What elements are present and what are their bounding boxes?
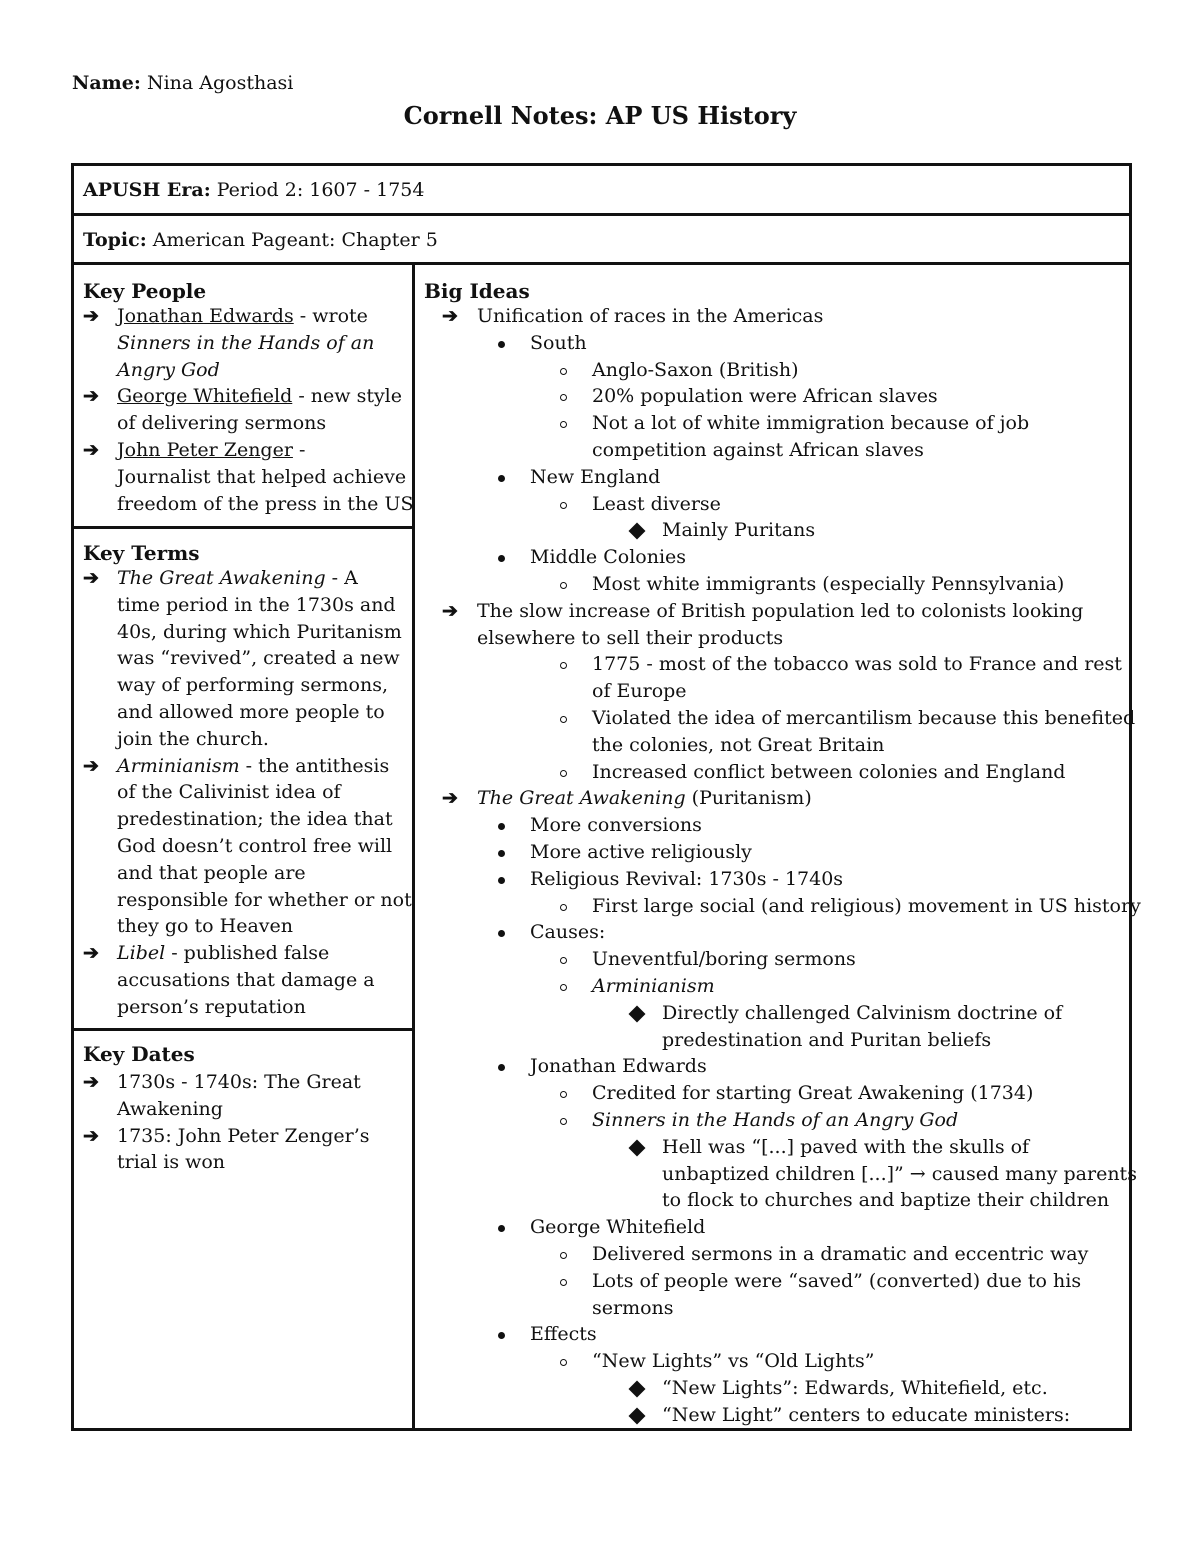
- big-idea-text: 1775 - most of the tobacco was sold to France and rest: [592, 653, 1122, 676]
- arrow-icon: ➔: [83, 942, 99, 965]
- key-term-name: Libel: [117, 942, 166, 965]
- key-person-desc: - new style: [292, 385, 403, 408]
- big-idea-line: [662, 1027, 991, 1054]
- circle-bullet-icon: [560, 368, 567, 375]
- sermon-title: Angry God: [117, 358, 220, 381]
- big-idea-text: competition against African slaves: [592, 439, 924, 461]
- cornell-notes-table: [71, 163, 1141, 1431]
- arrow-icon: ➔: [442, 787, 458, 810]
- big-idea-line: [530, 812, 702, 839]
- big-idea-italic: Arminianism: [592, 975, 715, 997]
- big-idea-line: [530, 1053, 707, 1080]
- circle-bullet-icon: [560, 1252, 567, 1259]
- sermon-title: Sinners in the Hands of an: [117, 331, 375, 354]
- big-idea-text: Effects: [530, 1323, 597, 1346]
- big-idea-text: unbaptized children [...]” → caused many parents: [662, 1162, 1137, 1185]
- disc-bullet-icon: [498, 877, 505, 884]
- topic-value: American Pageant: Chapter 5: [152, 229, 438, 251]
- big-idea-text: Mainly Puritans: [662, 519, 816, 542]
- circle-bullet-icon: [560, 770, 567, 777]
- diamond-bullet-icon: [629, 523, 646, 540]
- big-idea-text: Anglo-Saxon (British): [592, 358, 799, 381]
- key-people-section: [74, 265, 412, 529]
- big-idea-line: [530, 839, 752, 866]
- key-term-definition-line: [117, 779, 341, 806]
- big-idea-text: predestination and Puritan beliefs: [662, 1028, 992, 1051]
- big-idea-text: Religious Revival: 1730s - 1740s: [530, 867, 844, 890]
- big-idea-text: Not a lot of white immigration because of job: [592, 412, 1030, 435]
- big-idea-line: [592, 1241, 1088, 1268]
- big-idea-text: Increased conflict between colonies and England: [592, 760, 1066, 783]
- key-term-entry: [117, 940, 329, 967]
- disc-bullet-icon: [498, 1225, 505, 1232]
- key-term-definition-line: [117, 860, 306, 887]
- disc-bullet-icon: [498, 930, 505, 937]
- big-idea-line: [662, 1134, 1029, 1161]
- big-idea-text: More conversions: [530, 814, 702, 837]
- big-idea-text: Unification of races in the Americas: [477, 305, 824, 327]
- circle-bullet-icon: [560, 502, 567, 509]
- circle-bullet-icon: [560, 394, 567, 401]
- big-idea-line: [592, 1348, 874, 1375]
- big-idea-line: [592, 571, 1064, 598]
- big-idea-line: [530, 330, 587, 357]
- circle-bullet-icon: [560, 904, 567, 911]
- big-idea-line: [592, 946, 856, 973]
- big-idea-line: [592, 1268, 1081, 1295]
- key-person-name: John Peter Zenger: [117, 439, 293, 461]
- key-date-line: [117, 1149, 225, 1176]
- key-term-definition-line: [117, 726, 269, 753]
- key-term-definition-line: [117, 913, 293, 940]
- key-term-definition-line: [117, 619, 402, 646]
- key-date-text: trial is won: [117, 1151, 226, 1174]
- arrow-icon: ➔: [442, 599, 458, 622]
- big-idea-text: to flock to churches and baptize their children: [662, 1189, 1110, 1212]
- key-dates-heading: Key Dates: [83, 1042, 195, 1066]
- key-date-text: Awakening: [117, 1097, 223, 1120]
- big-idea-line: [662, 1402, 1070, 1429]
- key-term-definition-line: [117, 887, 412, 914]
- key-people-heading: Key People: [83, 279, 207, 303]
- big-idea-line: [477, 785, 812, 812]
- big-ideas-section: [415, 265, 1141, 1428]
- disc-bullet-icon: [498, 823, 505, 830]
- arrow-icon: ➔: [83, 305, 99, 327]
- big-idea-line: [530, 866, 843, 893]
- big-idea-line: [530, 544, 686, 571]
- disc-bullet-icon: [498, 475, 505, 482]
- name-value: Nina Agosthasi: [146, 72, 294, 94]
- diamond-bullet-icon: [629, 1005, 646, 1022]
- big-idea-line: [592, 705, 1135, 732]
- big-idea-line: [592, 732, 884, 759]
- big-idea-text: South: [530, 331, 587, 354]
- era-label: APUSH Era:: [83, 179, 211, 201]
- big-idea-line: [530, 464, 660, 491]
- key-term-definition: of the Calivinist idea of: [117, 781, 341, 804]
- disc-bullet-icon: [498, 850, 505, 857]
- key-person-entry: [117, 303, 368, 330]
- big-idea-text: sermons: [592, 1296, 674, 1319]
- big-idea-text: “New Light” centers to educate ministers:: [662, 1403, 1071, 1426]
- key-term-definition: they go to Heaven: [117, 915, 294, 938]
- key-person-desc: -: [292, 439, 306, 461]
- key-terms-section: [74, 529, 412, 1031]
- key-term-definition-line: [117, 967, 375, 994]
- big-idea-line: [592, 1080, 1033, 1107]
- key-term-definition: predestination; the idea that: [117, 808, 393, 831]
- key-term-definition: join the church.: [117, 727, 269, 750]
- arrow-icon: ➔: [83, 439, 99, 461]
- big-idea-line: [662, 517, 815, 544]
- big-ideas-heading: Big Ideas: [424, 279, 530, 303]
- big-idea-text: Uneventful/boring sermons: [592, 948, 856, 971]
- key-term-definition: - A: [325, 567, 358, 589]
- big-idea-text: (Puritanism): [685, 787, 812, 810]
- key-date-line: [117, 1123, 370, 1150]
- big-idea-text: of Europe: [592, 680, 687, 703]
- big-idea-text: The slow increase of British population led to colonists looking: [477, 599, 1084, 622]
- disc-bullet-icon: [498, 1332, 505, 1339]
- key-term-definition: accusations that damage a: [117, 969, 375, 991]
- big-idea-line: [662, 1187, 1109, 1214]
- big-idea-line: [592, 410, 1029, 437]
- circle-bullet-icon: [560, 662, 567, 669]
- key-person-entry: [117, 437, 305, 464]
- key-term-definition: - published false: [165, 942, 330, 965]
- circle-bullet-icon: [560, 1091, 567, 1098]
- key-term-definition: and that people are: [117, 861, 306, 884]
- topic-row: [74, 216, 1129, 265]
- era-row: [74, 166, 1129, 216]
- key-term-entry: [117, 753, 389, 780]
- key-term-definition-line: [117, 806, 393, 833]
- big-idea-line: [530, 1214, 705, 1241]
- big-idea-text: Credited for starting Great Awakening (1734): [592, 1082, 1034, 1105]
- key-date-line: [117, 1096, 223, 1123]
- big-idea-line: [592, 383, 938, 410]
- key-date-text: 1730s - 1740s: The Great: [117, 1071, 361, 1093]
- key-term-entry: [117, 565, 358, 592]
- big-idea-text: More active religiously: [530, 841, 752, 863]
- key-person-name: George Whitefield: [117, 385, 293, 408]
- big-idea-text: New England: [530, 465, 661, 488]
- big-idea-line: [592, 759, 1065, 786]
- key-person-desc-line: [117, 491, 414, 518]
- big-idea-text: Directly challenged Calvinism doctrine of: [662, 1001, 1063, 1024]
- cue-column: [74, 265, 415, 1428]
- diamond-bullet-icon: [629, 1139, 646, 1156]
- key-term-definition-line: [117, 994, 306, 1021]
- disc-bullet-icon: [498, 341, 505, 348]
- big-idea-text: Violated the idea of mercantilism because this benefited: [592, 707, 1136, 729]
- key-person-desc: Journalist that helped achieve: [117, 465, 407, 488]
- big-idea-line: [662, 1375, 1048, 1402]
- big-idea-line: [592, 1107, 958, 1134]
- big-idea-line: [592, 437, 924, 464]
- key-person-desc-line: [117, 357, 220, 384]
- circle-bullet-icon: [560, 716, 567, 723]
- key-person-desc: of delivering sermons: [117, 412, 327, 435]
- disc-bullet-icon: [498, 555, 505, 562]
- key-term-name: The Great Awakening: [117, 567, 326, 589]
- diamond-bullet-icon: [629, 1381, 646, 1398]
- key-terms-heading: Key Terms: [83, 541, 200, 565]
- big-idea-line: [592, 893, 1141, 920]
- big-idea-line: [592, 973, 715, 1000]
- disc-bullet-icon: [498, 1064, 505, 1071]
- big-idea-text: elsewhere to sell their products: [477, 626, 784, 649]
- big-idea-line: [477, 625, 783, 652]
- key-term-definition-line: [117, 592, 396, 619]
- key-term-definition: was “revived”, created a new: [117, 647, 400, 670]
- big-idea-line: [530, 919, 605, 946]
- diamond-bullet-icon: [629, 1407, 646, 1424]
- arrow-icon: ➔: [83, 385, 99, 408]
- big-idea-text: Hell was “[...] paved with the skulls of: [662, 1135, 1030, 1158]
- key-person-desc: - wrote: [293, 305, 368, 327]
- big-idea-text: Most white immigrants (especially Pennsylvania): [592, 573, 1065, 595]
- key-person-name: Jonathan Edwards: [117, 305, 294, 327]
- big-idea-line: [592, 1295, 674, 1322]
- arrow-icon: ➔: [442, 305, 458, 327]
- big-idea-text: Delivered sermons in a dramatic and eccentric way: [592, 1243, 1089, 1265]
- big-idea-text: 20% population were African slaves: [592, 385, 938, 408]
- arrow-icon: ➔: [83, 1124, 99, 1147]
- arrow-icon: ➔: [83, 754, 99, 777]
- student-name: [72, 72, 293, 94]
- topic-label: Topic:: [83, 229, 147, 251]
- circle-bullet-icon: [560, 421, 567, 428]
- big-idea-line: [530, 1321, 597, 1348]
- key-term-definition-line: [117, 833, 392, 860]
- big-idea-text: Jonathan Edwards: [530, 1055, 707, 1078]
- big-idea-line: [477, 598, 1083, 625]
- big-idea-text: “New Lights” vs “Old Lights”: [592, 1350, 875, 1373]
- circle-bullet-icon: [560, 1359, 567, 1366]
- circle-bullet-icon: [560, 582, 567, 589]
- key-term-definition: way of performing sermons,: [117, 674, 389, 697]
- key-date-line: [117, 1069, 361, 1096]
- key-term-definition: and allowed more people to: [117, 701, 385, 723]
- circle-bullet-icon: [560, 1279, 567, 1286]
- big-idea-line: [592, 357, 798, 384]
- key-term-name: Arminianism: [117, 754, 240, 777]
- key-term-definition: God doesn’t control free will: [117, 835, 393, 857]
- big-idea-text: the colonies, not Great Britain: [592, 733, 885, 756]
- big-idea-text: Least diverse: [592, 492, 721, 515]
- page-title: Cornell Notes: AP US History: [403, 101, 797, 130]
- key-term-definition: time period in the 1730s and: [117, 593, 396, 616]
- key-term-definition: person’s reputation: [117, 995, 306, 1018]
- big-idea-line: [477, 303, 823, 330]
- key-term-definition: responsible for whether or not: [117, 888, 412, 911]
- key-term-definition-line: [117, 699, 385, 726]
- key-date-text: 1735: John Peter Zenger’s: [117, 1124, 370, 1147]
- big-idea-text: Lots of people were “saved” (converted) due to his: [592, 1269, 1082, 1292]
- big-idea-text: “New Lights”: Edwards, Whitefield, etc.: [662, 1377, 1048, 1399]
- key-person-desc-line: [117, 410, 326, 437]
- key-term-definition-line: [117, 645, 400, 672]
- big-idea-italic: Sinners in the Hands of an Angry God: [592, 1109, 959, 1131]
- key-term-definition: 40s, during which Puritanism: [117, 620, 402, 643]
- big-idea-line: [662, 1161, 1137, 1188]
- key-person-entry: [117, 383, 402, 410]
- key-person-desc-line: [117, 464, 406, 491]
- key-person-desc: freedom of the press in the US: [117, 492, 414, 515]
- big-idea-text: George Whitefield: [530, 1216, 706, 1239]
- circle-bullet-icon: [560, 984, 567, 991]
- big-idea-text: First large social (and religious) movement in US history: [592, 894, 1141, 917]
- circle-bullet-icon: [560, 1118, 567, 1125]
- big-idea-line: [662, 1000, 1062, 1027]
- big-idea-text: Middle Colonies: [530, 546, 687, 569]
- big-idea-line: [592, 651, 1122, 678]
- name-label: Name:: [72, 72, 141, 94]
- big-idea-line: [592, 678, 687, 705]
- circle-bullet-icon: [560, 957, 567, 964]
- key-dates-section: [74, 1031, 412, 1428]
- big-idea-text: Causes:: [530, 921, 606, 944]
- arrow-icon: ➔: [83, 567, 99, 589]
- big-idea-italic: The Great Awakening: [477, 787, 686, 810]
- big-idea-line: [592, 491, 721, 518]
- era-value: Period 2: 1607 - 1754: [216, 179, 425, 201]
- key-person-desc-line: [117, 330, 374, 357]
- key-term-definition-line: [117, 672, 388, 699]
- key-term-definition: - the antithesis: [239, 754, 390, 777]
- arrow-icon: ➔: [83, 1071, 99, 1093]
